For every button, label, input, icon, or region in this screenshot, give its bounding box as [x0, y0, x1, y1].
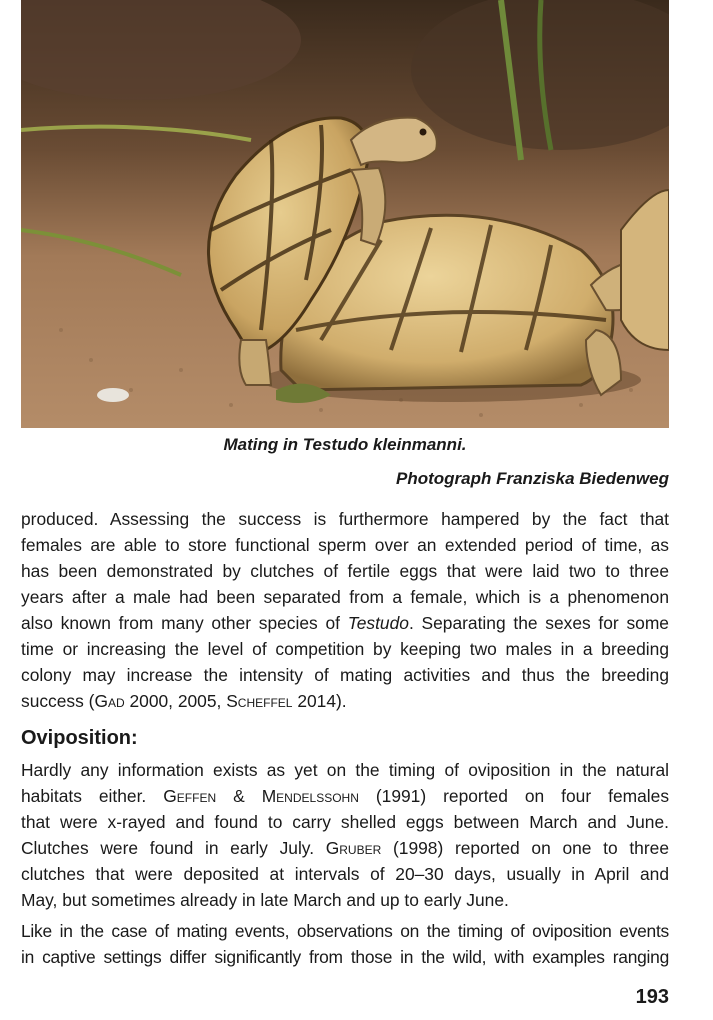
text-line: produced. Assessing the success is furthermore hampered by the fact that: [21, 509, 669, 529]
text-line: Hardly any information exists as yet on the timing of oviposition in the natural: [21, 760, 669, 780]
text-line: females are able to store functional sperm over an extended period of time, as: [21, 535, 669, 555]
genus-name: Testudo: [347, 613, 409, 633]
text-line: has been demonstrated by clutches of fertile eggs that were laid two to three: [21, 561, 669, 581]
text-run: (1998) reported on one to three: [381, 838, 669, 858]
body-paragraph-3: [21, 918, 669, 970]
text-run: 2014).: [292, 691, 347, 711]
body-paragraph-2: [21, 757, 669, 913]
text-line: [21, 610, 669, 636]
text-line: in captive settings differ significantly from those in the wild, with examples ranging: [21, 947, 669, 967]
author-name: Gad: [94, 691, 125, 711]
text-line: colony may increase the intensity of mating activities and thus the breeding: [21, 665, 669, 685]
author-name: Scheffel: [226, 691, 293, 711]
text-run: habitats either.: [21, 786, 164, 806]
text-line: clutches that were deposited at intervals of 20–30 days, usually in April and: [21, 864, 669, 884]
text-line: time or increasing the level of competition by keeping two males in a breeding: [21, 639, 669, 659]
section-heading-oviposition: Oviposition:: [21, 727, 138, 749]
text-run: Clutches were found in early July.: [21, 838, 326, 858]
text-line: [21, 835, 669, 861]
text-line: that were x-rayed and found to carry shelled eggs between March and June.: [21, 812, 669, 832]
author-name: Geffen: [163, 786, 217, 806]
text-run: . Separating the sexes for some: [408, 613, 669, 633]
figure-caption: Mating in Testudo kleinmanni.: [223, 435, 467, 454]
text-line: years after a male had been separated from a female, which is a phenomenon: [21, 587, 669, 607]
text-run: (1991) reported on four females: [358, 786, 670, 806]
text-run: 2000, 2005,: [124, 691, 227, 711]
author-name: Gruber: [325, 838, 382, 858]
text-line: [21, 688, 669, 714]
text-run: &: [216, 786, 262, 806]
page-number: 193: [635, 986, 669, 1008]
author-name: Mendelssohn: [261, 786, 359, 806]
text-line: Like in the case of mating events, observations on the timing of oviposition events: [21, 921, 669, 941]
tortoise-mating-photo: [21, 0, 669, 428]
body-paragraph-1: [21, 506, 669, 714]
text-run: also known from many other species of: [21, 613, 348, 633]
figure-credit: Photograph Franziska Biedenweg: [396, 469, 669, 488]
text-line: May, but sometimes already in late March and up to early June.: [21, 890, 509, 910]
text-run: success (: [21, 691, 95, 711]
text-line: [21, 783, 669, 809]
